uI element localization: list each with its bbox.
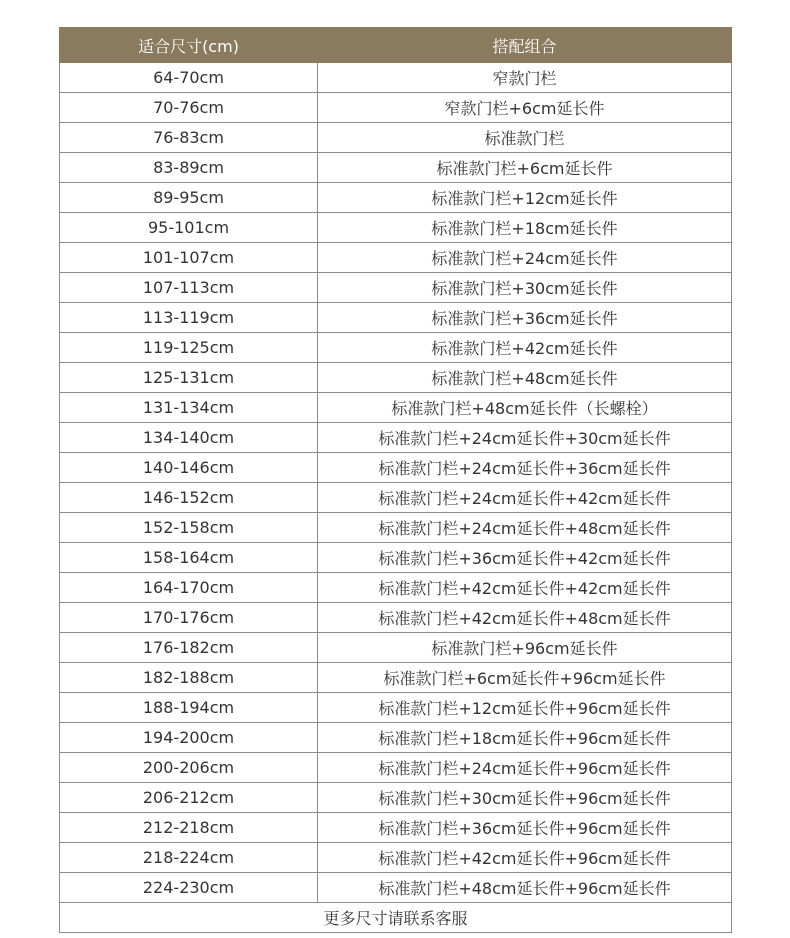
table-row (60, 273, 732, 303)
size-range-cell: 95-101cm (60, 213, 318, 243)
size-range-cell: 152-158cm (60, 513, 318, 543)
table-row (60, 243, 732, 273)
table-body (60, 63, 732, 903)
table-row (60, 783, 732, 813)
combination-cell: 标准款门栏+24cm延长件+30cm延长件 (318, 423, 732, 453)
size-range-cell: 212-218cm (60, 813, 318, 843)
table-row (60, 723, 732, 753)
combination-cell: 标准款门栏+18cm延长件+96cm延长件 (318, 723, 732, 753)
table-row (60, 573, 732, 603)
size-range-cell: 76-83cm (60, 123, 318, 153)
table-row (60, 393, 732, 423)
combination-cell: 标准款门栏+30cm延长件 (318, 273, 732, 303)
size-range-cell: 170-176cm (60, 603, 318, 633)
table-row (60, 603, 732, 633)
table-row (60, 213, 732, 243)
size-range-cell: 131-134cm (60, 393, 318, 423)
table-row (60, 633, 732, 663)
size-range-cell: 140-146cm (60, 453, 318, 483)
combination-cell: 标准款门栏+12cm延长件+96cm延长件 (318, 693, 732, 723)
header-size: 适合尺寸(cm) (60, 28, 318, 63)
size-range-cell: 107-113cm (60, 273, 318, 303)
size-range-cell: 188-194cm (60, 693, 318, 723)
combination-cell: 标准款门栏+36cm延长件 (318, 303, 732, 333)
combination-cell: 标准款门栏+96cm延长件 (318, 633, 732, 663)
size-range-cell: 119-125cm (60, 333, 318, 363)
combination-cell: 标准款门栏+42cm延长件+42cm延长件 (318, 573, 732, 603)
size-range-cell: 158-164cm (60, 543, 318, 573)
combination-cell: 标准款门栏+48cm延长件 (318, 363, 732, 393)
combination-cell: 标准款门栏+12cm延长件 (318, 183, 732, 213)
table-row (60, 663, 732, 693)
combination-cell: 标准款门栏+42cm延长件+48cm延长件 (318, 603, 732, 633)
size-range-cell: 146-152cm (60, 483, 318, 513)
combination-cell: 标准款门栏+48cm延长件+96cm延长件 (318, 873, 732, 903)
combination-cell: 窄款门栏 (318, 63, 732, 93)
combination-cell: 标准款门栏+36cm延长件+42cm延长件 (318, 543, 732, 573)
combination-cell: 标准款门栏 (318, 123, 732, 153)
size-range-cell: 182-188cm (60, 663, 318, 693)
size-combination-table (59, 27, 732, 933)
size-range-cell: 64-70cm (60, 63, 318, 93)
combination-cell: 窄款门栏+6cm延长件 (318, 93, 732, 123)
table-row (60, 153, 732, 183)
combination-cell: 标准款门栏+24cm延长件 (318, 243, 732, 273)
combination-cell: 标准款门栏+24cm延长件+48cm延长件 (318, 513, 732, 543)
size-range-cell: 206-212cm (60, 783, 318, 813)
combination-cell: 标准款门栏+42cm延长件+96cm延长件 (318, 843, 732, 873)
table-row (60, 813, 732, 843)
size-range-cell: 89-95cm (60, 183, 318, 213)
combination-cell: 标准款门栏+48cm延长件（长螺栓） (318, 393, 732, 423)
table-row (60, 513, 732, 543)
size-range-cell: 134-140cm (60, 423, 318, 453)
footer-note: 更多尺寸请联系客服 (60, 903, 732, 933)
header-row (60, 28, 732, 63)
size-range-cell: 224-230cm (60, 873, 318, 903)
size-range-cell: 70-76cm (60, 93, 318, 123)
size-range-cell: 176-182cm (60, 633, 318, 663)
combination-cell: 标准款门栏+6cm延长件 (318, 153, 732, 183)
table-row (60, 183, 732, 213)
size-range-cell: 194-200cm (60, 723, 318, 753)
table-row (60, 123, 732, 153)
table-row (60, 333, 732, 363)
table-header (60, 28, 732, 63)
table-row (60, 693, 732, 723)
size-range-cell: 200-206cm (60, 753, 318, 783)
table-row (60, 63, 732, 93)
size-range-cell: 218-224cm (60, 843, 318, 873)
table-row (60, 873, 732, 903)
size-range-cell: 125-131cm (60, 363, 318, 393)
combination-cell: 标准款门栏+24cm延长件+96cm延长件 (318, 753, 732, 783)
table-row (60, 843, 732, 873)
size-range-cell: 83-89cm (60, 153, 318, 183)
table-row (60, 93, 732, 123)
table-footer (60, 903, 732, 933)
combination-cell: 标准款门栏+6cm延长件+96cm延长件 (318, 663, 732, 693)
footer-row (60, 903, 732, 933)
combination-cell: 标准款门栏+18cm延长件 (318, 213, 732, 243)
table-row (60, 453, 732, 483)
combination-cell: 标准款门栏+24cm延长件+42cm延长件 (318, 483, 732, 513)
size-range-cell: 164-170cm (60, 573, 318, 603)
combination-cell: 标准款门栏+42cm延长件 (318, 333, 732, 363)
table-row (60, 423, 732, 453)
size-range-cell: 113-119cm (60, 303, 318, 333)
combination-cell: 标准款门栏+24cm延长件+36cm延长件 (318, 453, 732, 483)
combination-cell: 标准款门栏+30cm延长件+96cm延长件 (318, 783, 732, 813)
table-row (60, 303, 732, 333)
table-row (60, 753, 732, 783)
table-row (60, 543, 732, 573)
header-combination: 搭配组合 (318, 28, 732, 63)
combination-cell: 标准款门栏+36cm延长件+96cm延长件 (318, 813, 732, 843)
table-row (60, 483, 732, 513)
size-range-cell: 101-107cm (60, 243, 318, 273)
table-row (60, 363, 732, 393)
